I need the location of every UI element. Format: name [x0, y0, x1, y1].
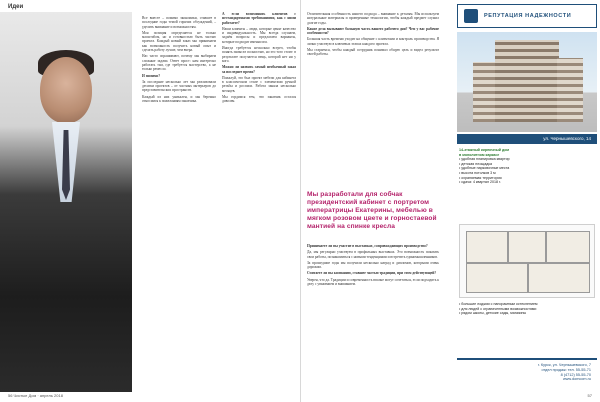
article-paragraph: Отличительная особенность нашего подхода – внимание к деталям. Мы используем натуральные материалы и проверенные технологии, чтобы каждый предмет служил долгие годы.	[307, 12, 439, 25]
interview-question: Какие дела вызывают большую часть вашего рабочего дня? Чем у вас рабочие особенности?	[307, 26, 439, 36]
ad-brand-name: РЕПУТАЦИЯ НАДЕЖНОСТИ	[484, 12, 572, 19]
ad-amenity-item: • большие лоджии с панорамным остеклением	[459, 302, 538, 306]
article-paragraph: За последние несколько лет мы реализовали десятки проектов – от частных интерьеров до представительских пространств.	[142, 79, 216, 93]
section-label: Идеи	[8, 4, 24, 10]
article-paragraph: Пожалуй, это был проект мебели для кабинета в классическом стиле с элементами ручной резьбы и росписи. Работа заняла несколько месяцев.	[222, 75, 296, 93]
article-paragraph: Уверен, что да. Традиции и современность вполне могут сочетаться, если подходить к делу с уважением и вниманием.	[307, 277, 440, 287]
article-column-1	[142, 16, 216, 105]
ad-contact-line: г. Курск, ул. Чернышевского, 7	[537, 363, 591, 367]
floor-plan	[459, 224, 595, 298]
pull-quote-headline: Мы разработали для собчак президентский кабинет с портретом императрицы Екатерины, мебелью в мягком розовом цвете и горностаевой мантией на спинке кресла	[307, 191, 437, 230]
floor-plan-room	[528, 263, 590, 293]
article-paragraph: Мы гордимся тем, что заказчик остался доволен.	[222, 95, 296, 104]
floor-plan-room	[546, 231, 590, 263]
ad-address-bar: ул. Чернышевского, 14	[457, 134, 597, 144]
article-paragraph: Нас часто спрашивают, почему мы выбираем сложные задачи. Ответ прост: нам интересно работать там, где требуется мастерство, а не только ремесло.	[142, 54, 216, 72]
ad-contact-line: www.domcom.ru	[562, 377, 591, 382]
right-page	[300, 0, 600, 402]
building-left-wing	[473, 62, 497, 122]
ad-feature-list	[459, 148, 595, 185]
article-column-3	[307, 12, 439, 59]
ad-list-item: • сдача: 4 квартал 2018 г.	[459, 180, 501, 185]
interview-question: Принимаете ли вы участие в выставках, сопровождающих производство?	[307, 244, 428, 248]
page-footer-left: 56 Чистые Дом · апрель 2018	[8, 393, 63, 398]
article-column-4	[307, 244, 439, 288]
portrait-photo	[0, 12, 132, 392]
interview-question: Можно ли назвать самый необычный заказ за последнее время?	[222, 65, 296, 74]
article-paragraph: Наши клиенты – люди, которые ценят качество и индивидуальность. Мы всегда слушаем, задаём вопросы и предлагаем варианты, которые подходят именно им.	[222, 26, 296, 44]
ad-amenities-list	[459, 302, 595, 316]
ad-contact-info	[457, 358, 597, 394]
page-footer-right: 57	[587, 393, 592, 398]
article-paragraph: Мы стараемся, чтобы каждый сотрудник понимал общую цель и видел результат своей работы.	[307, 48, 439, 57]
building-illustration	[457, 32, 597, 132]
article-paragraph: Каждый из них уникален, и мы бережно относимся к пожеланиям заказчика.	[142, 94, 216, 104]
interview-question: А если вспоминать клиентов с нестандартными требованиями, как с ними работаете?	[222, 12, 296, 25]
article-paragraph: Большая часть времени уходит на общение с клиентами и контроль производства. Я лично участвую в ключевых этапах каждого проекта.	[307, 37, 439, 46]
article-paragraph: Все вместе – помимо экономики, ставшее в последние годы темой горячих обсуждений, – уделить внимание и возможностям.	[142, 16, 216, 29]
ad-contact-line: 8 (4712) 55-55-70	[560, 372, 591, 377]
brand-mark-icon	[464, 9, 478, 23]
ad-list-item: 14-этажный кирпичный дом	[459, 148, 510, 152]
ad-list-item: • удобная планировка квартир	[459, 157, 510, 162]
ad-list-item: • детская площадка	[459, 161, 493, 166]
floor-plan-room	[466, 231, 508, 263]
building-tower	[495, 40, 559, 122]
article-paragraph: Иногда требуется несколько встреч, чтобы понять замысел полностью, но это того стоит: в результате получается вещь, которой нет ни у кого.	[222, 46, 296, 63]
ad-amenity-item: • для людей с ограниченными возможностями	[459, 306, 537, 311]
real-estate-ad	[453, 0, 600, 402]
floor-plan-room	[508, 231, 546, 263]
floor-plan-room	[466, 263, 528, 293]
ad-amenity-item: • рядом школы, детские сады, магазины	[459, 311, 527, 316]
interview-question: Считаете ли вы компанию, ставшее частью традиции, при этом действующей?	[307, 271, 437, 276]
ad-list-item: в монолитном каркасе	[459, 152, 500, 157]
interview-question: И помимо?	[142, 73, 161, 78]
article-column-2	[222, 12, 296, 106]
ad-contact-line: отдел продаж: тел. 55-55-71	[541, 367, 591, 372]
article-paragraph: Моя позиция определяется не только масштабом, но и готовностью быть частью проекта. Каждый новый заказ мы принимаем как возможность получить новый опыт и сделать работу лучше, чем вчера.	[142, 30, 216, 53]
ad-list-item: • охраняемая территория	[459, 175, 502, 180]
ad-list-item: • удобные парковочные места	[459, 166, 510, 171]
building-right-wing	[557, 58, 583, 122]
article-paragraph: За прошедшие годы мы получили несколько наград и дипломов, которыми очень дорожим.	[307, 260, 439, 270]
portrait-face	[40, 57, 92, 123]
ad-list-item: • высота потолков 3 м	[459, 170, 496, 175]
article-paragraph: Да, мы регулярно участвуем в профильных выставках. Это возможность показать свои работы, познакомиться с новыми тенденциями и встретить единомышленников.	[307, 250, 439, 259]
ad-brand-logo	[457, 4, 597, 28]
